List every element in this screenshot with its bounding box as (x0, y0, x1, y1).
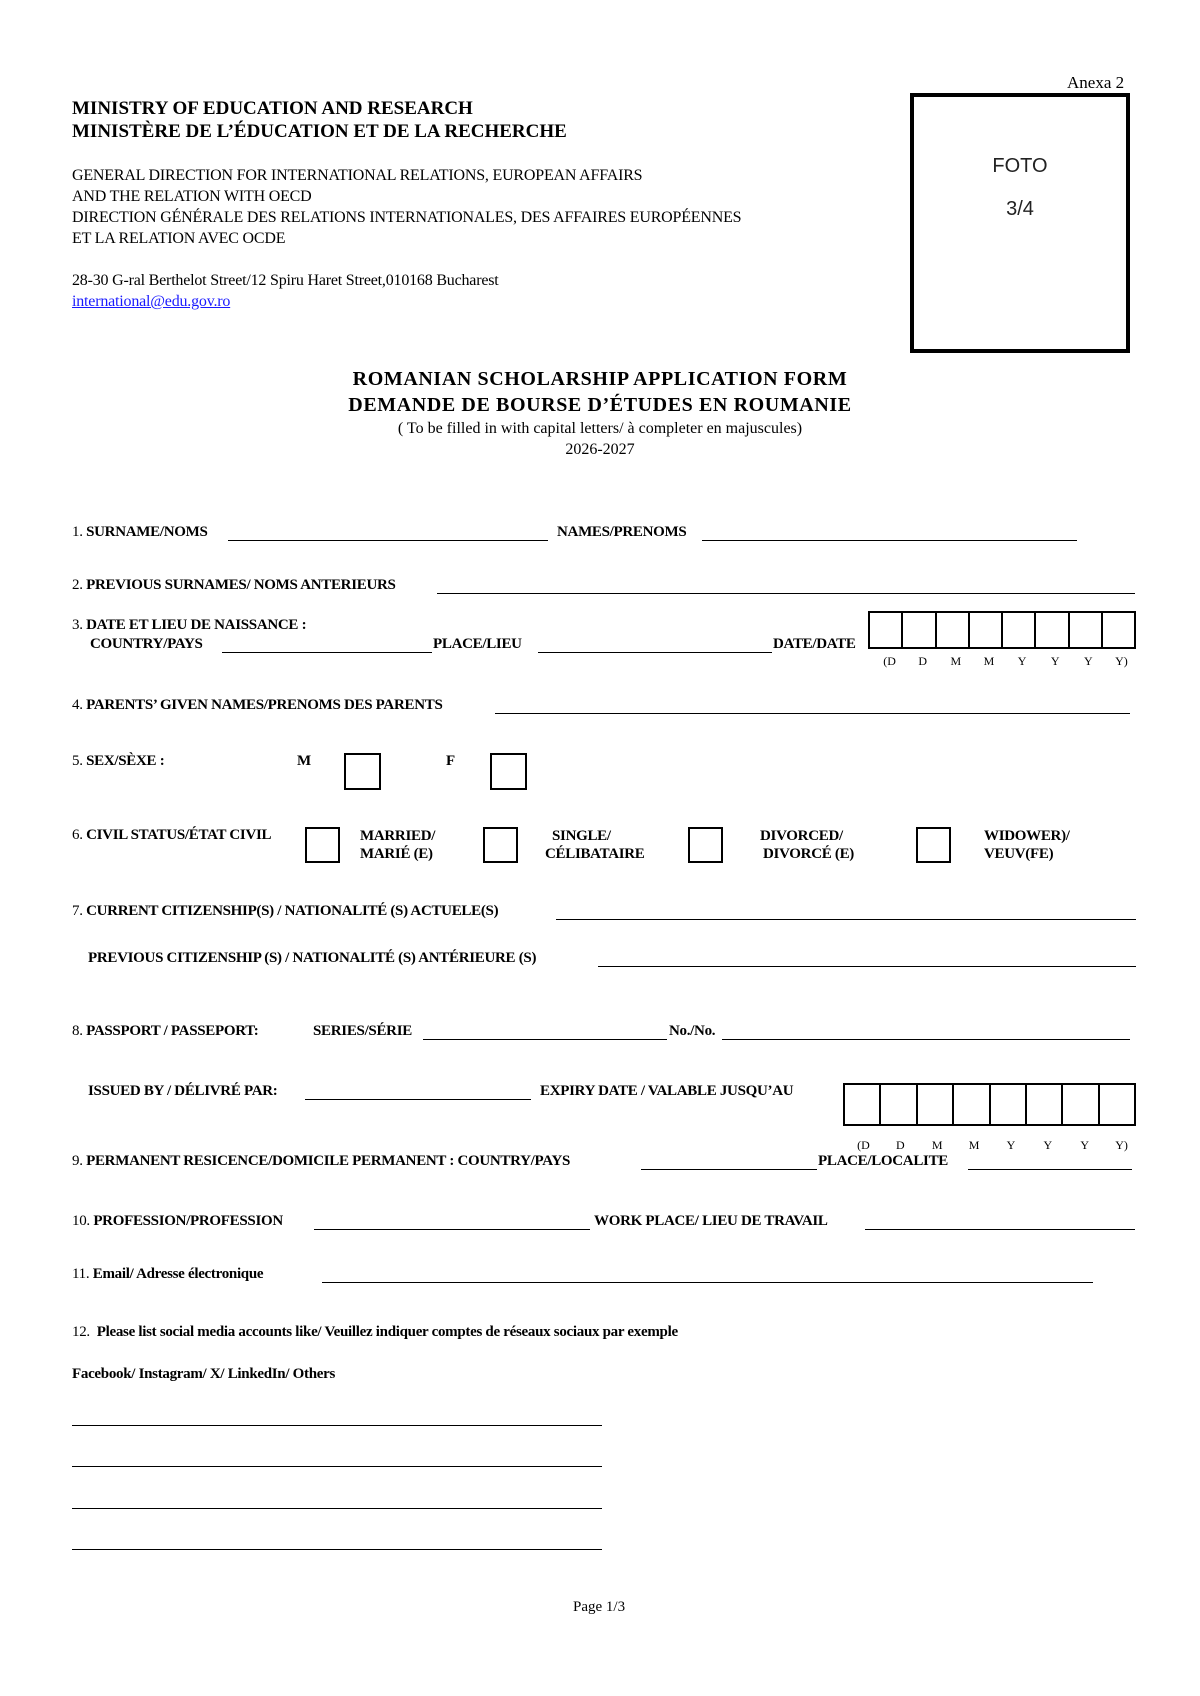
direction-line-3: DIRECTION GÉNÉRALE DES RELATIONS INTERNATIONALES, DES AFFAIRES EUROPÉENNES (72, 209, 742, 226)
expiry-date-cells[interactable] (843, 1083, 1136, 1126)
photo-label: FOTO (992, 155, 1048, 177)
date-cell[interactable] (1003, 613, 1036, 647)
birth-date-format: (D D M M Y Y Y Y) (883, 654, 1128, 668)
expiry-date-format: (D D M M Y Y Y Y) (857, 1138, 1128, 1152)
names-label: NAMES/PRENOMS (557, 524, 687, 540)
date-cell[interactable] (881, 1085, 917, 1124)
field-9-label: 9. PERMANENT RESICENCE/DOMICILE PERMANENT : COUNTRY/PAYS (72, 1153, 571, 1169)
names-input-line[interactable] (702, 540, 1077, 541)
passport-number-input-line[interactable] (722, 1039, 1130, 1040)
field-11-label: 11. Email/ Adresse électronique (72, 1266, 264, 1282)
date-cell[interactable] (918, 1085, 954, 1124)
single-label: SINGLE/ CÉLIBATAIRE (545, 828, 645, 862)
field-1-label: 1. SURNAME/NOMS (72, 524, 208, 540)
field-7-label: 7. CURRENT CITIZENSHIP(S) / NATIONALITÉ (S) ACTUELE(S) (72, 903, 499, 919)
divorced-checkbox[interactable] (688, 827, 723, 863)
date-cell[interactable] (991, 1085, 1027, 1124)
date-cell[interactable] (970, 613, 1003, 647)
divorced-label: DIVORCED/ DIVORCÉ (E) (760, 828, 854, 862)
parents-names-input-line[interactable] (495, 713, 1130, 714)
passport-series-input-line[interactable] (423, 1039, 667, 1040)
sex-m-label: M (297, 753, 311, 769)
birth-date-label: DATE/DATE (773, 636, 856, 652)
email-input-line[interactable] (322, 1282, 1093, 1283)
sex-m-checkbox[interactable] (344, 753, 381, 790)
date-cell[interactable] (954, 1085, 990, 1124)
birth-place-input-line[interactable] (538, 652, 772, 653)
passport-number-label: No./No. (669, 1023, 716, 1039)
email-link[interactable]: international@edu.gov.ro (72, 293, 231, 310)
residence-country-input-line[interactable] (641, 1169, 817, 1170)
profession-input-line[interactable] (314, 1229, 590, 1230)
previous-citizenship-input-line[interactable] (598, 966, 1136, 967)
ministry-fr: MINISTÈRE DE L’ÉDUCATION ET DE LA RECHERCHE (72, 121, 567, 142)
sex-f-checkbox[interactable] (490, 753, 527, 790)
residence-place-label: PLACE/LOCALITE (818, 1153, 948, 1169)
date-cell[interactable] (1070, 613, 1103, 647)
passport-series-label: SERIES/SÉRIE (313, 1023, 412, 1039)
field-12-label: 12. Please list social media accounts like/ Veuillez indiquer comptes de réseaux sociaux par exemple (72, 1324, 678, 1340)
previous-surnames-input-line[interactable] (437, 593, 1135, 594)
date-cell[interactable] (1103, 613, 1134, 647)
date-cell[interactable] (870, 613, 903, 647)
expiry-date-label: EXPIRY DATE / VALABLE JUSQU’AU (540, 1083, 794, 1099)
date-cell[interactable] (1027, 1085, 1063, 1124)
birth-country-label: COUNTRY/PAYS (90, 636, 203, 652)
social-media-input-line-1[interactable] (72, 1425, 602, 1426)
annex-label: Anexa 2 (1067, 73, 1125, 92)
birth-country-input-line[interactable] (222, 652, 432, 653)
field-2-label: 2. PREVIOUS SURNAMES/ NOMS ANTERIEURS (72, 577, 396, 593)
field-6-label: 6. CIVIL STATUS/ÉTAT CIVIL (72, 827, 272, 843)
form-year: 2026-2027 (565, 441, 635, 458)
page-number: Page 1/3 (573, 1599, 626, 1615)
social-media-input-line-3[interactable] (72, 1508, 602, 1509)
date-cell[interactable] (1100, 1085, 1134, 1124)
direction-line-1: GENERAL DIRECTION FOR INTERNATIONAL RELATIONS, EUROPEAN AFFAIRS (72, 167, 643, 184)
photo-box (910, 93, 1130, 353)
surname-input-line[interactable] (228, 540, 548, 541)
form-instruction: ( To be filled in with capital letters/ à completer en majuscules) (397, 420, 803, 437)
issued-by-label: ISSUED BY / DÉLIVRÉ PAR: (88, 1083, 278, 1099)
date-cell[interactable] (1036, 613, 1069, 647)
direction-line-4: ET LA RELATION AVEC OCDE (72, 230, 286, 247)
field-5-label: 5. SEX/SÈXE : (72, 753, 165, 769)
form-title-fr: DEMANDE DE BOURSE D’ÉTUDES EN ROUMANIE (348, 394, 852, 416)
married-checkbox[interactable] (305, 827, 340, 863)
sex-f-label: F (446, 753, 455, 769)
field-4-label: 4. PARENTS’ GIVEN NAMES/PRENOMS DES PARENTS (72, 697, 443, 713)
social-media-input-line-4[interactable] (72, 1549, 602, 1550)
birth-date-cells[interactable] (868, 611, 1136, 649)
field-3-label: 3. DATE ET LIEU DE NAISSANCE : (72, 617, 307, 633)
widower-label: WIDOWER)/ VEUV(FE) (984, 828, 1070, 862)
direction-line-2: AND THE RELATION WITH OECD (72, 188, 312, 205)
date-cell[interactable] (1063, 1085, 1099, 1124)
issued-by-input-line[interactable] (305, 1099, 531, 1100)
date-cell[interactable] (903, 613, 936, 647)
form-title-en: ROMANIAN SCHOLARSHIP APPLICATION FORM (352, 368, 848, 390)
date-cell[interactable] (937, 613, 970, 647)
residence-place-input-line[interactable] (968, 1169, 1132, 1170)
date-cell[interactable] (845, 1085, 881, 1124)
work-place-label: WORK PLACE/ LIEU DE TRAVAIL (594, 1213, 828, 1229)
field-10-label: 10. PROFESSION/PROFESSION (72, 1213, 283, 1229)
ministry-en: MINISTRY OF EDUCATION AND RESEARCH (72, 98, 473, 119)
social-media-examples: Facebook/ Instagram/ X/ LinkedIn/ Others (72, 1366, 336, 1382)
current-citizenship-input-line[interactable] (556, 919, 1136, 920)
birth-place-label: PLACE/LIEU (433, 636, 522, 652)
social-media-input-line-2[interactable] (72, 1466, 602, 1467)
single-checkbox[interactable] (483, 827, 518, 863)
address: 28-30 G-ral Berthelot Street/12 Spiru Haret Street,010168 Bucharest (72, 272, 499, 289)
widower-checkbox[interactable] (916, 827, 951, 863)
photo-size: 3/4 (1006, 198, 1034, 220)
work-place-input-line[interactable] (865, 1229, 1135, 1230)
previous-citizenship-label: PREVIOUS CITIZENSHIP (S) / NATIONALITÉ (S) ANTÉRIEURE (S) (88, 950, 537, 966)
married-label: MARRIED/ MARIÉ (E) (360, 828, 436, 862)
field-8-label: 8. PASSPORT / PASSEPORT: (72, 1023, 259, 1039)
